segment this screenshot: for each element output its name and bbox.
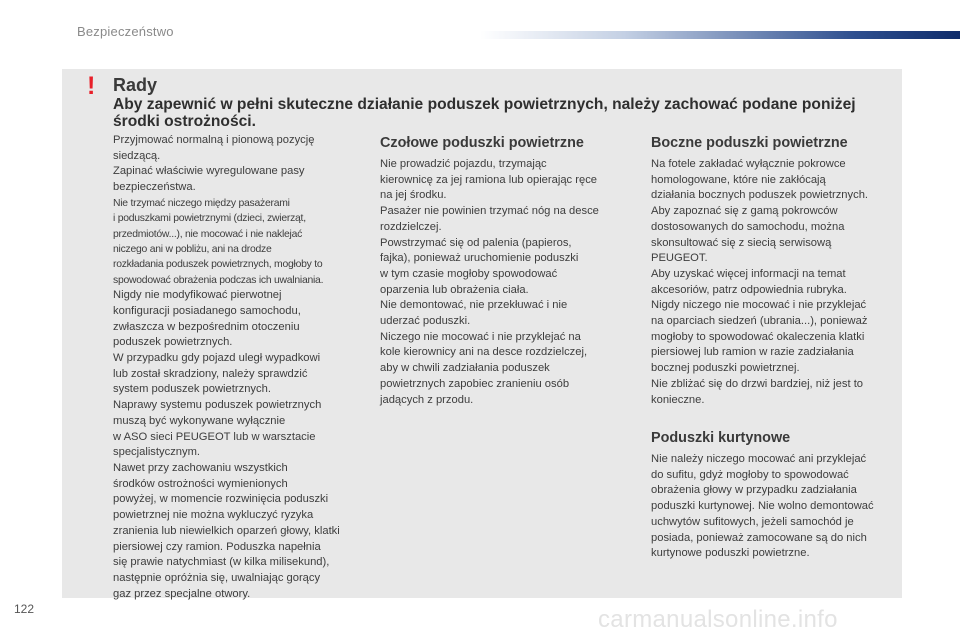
text-line: W przypadku gdy pojazd uległ wypadkowi <box>113 352 321 365</box>
text-line: się prawie natychmiast (w kilka milisekund), <box>113 556 330 569</box>
text-line: Nigdy niczego nie mocować i nie przyklejać <box>651 299 867 312</box>
text-line: fajka), ponieważ uruchomienie poduszki <box>380 252 579 265</box>
text-line: akcesoriów, patrz odpowiednia rubryka. <box>651 283 847 296</box>
text-line: piersiowej czy ramion. Poduszka napełnia <box>113 540 321 553</box>
text-line: Powstrzymać się od palenia (papieros, <box>380 236 572 249</box>
text-line: w ASO sieci PEUGEOT lub w warsztacie <box>113 430 316 443</box>
text-line: piersiowej lub ramion w razie zadziałania <box>651 346 854 359</box>
text-line: rozdzielczej. <box>380 220 442 233</box>
text-line: Zapinać właściwie wyregulowane pasy <box>113 165 305 178</box>
text-line: Nawet przy zachowaniu wszystkich <box>113 461 288 474</box>
text-line: następnie opróżnia się, uwalniając gorący <box>113 571 321 584</box>
text-line: Nie demontować, nie przekłuwać i nie <box>380 299 568 312</box>
header-gradient-bar <box>480 31 960 39</box>
text-line: na jej środku. <box>380 189 447 202</box>
watermark: carmanualsonline.info <box>598 606 838 633</box>
text-line: konfiguracji posiadanego samochodu, <box>113 304 301 317</box>
text-line: Aby uzyskać więcej informacji na temat <box>651 267 846 280</box>
text-line: Nie prowadzić pojazdu, trzymając <box>380 158 547 170</box>
text-line: powietrznej nie można wykluczyć ryzyka <box>113 509 314 522</box>
text-line: uderzać poduszki. <box>380 315 471 328</box>
text-line: Pasażer nie powinien trzymać nóg na desce <box>380 205 599 218</box>
text-line: Nie należy niczego mocować ani przyklejać <box>651 453 867 465</box>
text-line: lub został skradziony, należy sprawdzić <box>113 367 308 380</box>
text-line: siedzącą. <box>113 149 161 162</box>
text-line: Na fotele zakładać wyłącznie pokrowce <box>651 158 846 170</box>
panel-title: Rady <box>113 75 158 95</box>
panel-intro: Aby zapewnić w pełni skuteczne działanie poduszek powietrznych, należy zachować podane poniżej środki ostrożności. <box>113 96 856 130</box>
text-line: Aby zapoznać się z gamą pokrowców <box>651 205 838 218</box>
text-line: kurtynowe poduszki powietrzne. <box>651 547 810 560</box>
curtain-airbags-heading: Poduszki kurtynowe <box>651 430 791 446</box>
text-line: mogłoby to spowodować okaleczenia klatki <box>651 330 865 343</box>
text-line: skonsultować się z siecią serwisową <box>651 236 832 249</box>
text-line: do sufitu, gdyż mogłoby to spowodować <box>651 468 849 481</box>
text-line: działania bocznych poduszek powietrznych. <box>651 189 869 202</box>
text-line: w tym czasie mogłoby spowodować <box>380 267 558 280</box>
text-line: Przyjmować normalną i pionową pozycję <box>113 134 315 146</box>
side-airbags-heading: Boczne poduszki powietrzne <box>651 135 848 151</box>
curtain-airbags-text <box>651 452 906 562</box>
text-line: PEUGEOT. <box>651 252 708 265</box>
text-line: bocznej poduszki powietrznej. <box>651 362 800 375</box>
text-line: gaz przez specjalne otwory. <box>113 587 251 600</box>
warning-icon: ! <box>87 72 96 100</box>
text-line: obrażenia głowy w przypadku zadziałania <box>651 484 857 497</box>
frontal-airbags-text <box>380 157 635 408</box>
text-line: przedmiotów...), nie mocować i nie naklejać <box>113 228 303 240</box>
text-line: system poduszek powietrznych. <box>113 383 271 396</box>
text-line: Nie zbliżać się do drzwi bardziej, niż jest to <box>651 377 864 390</box>
text-line: zwłaszcza w bezpośrednim otoczeniu <box>113 320 300 333</box>
text-line: poduszki kurtynowej. Nie wolno demontować <box>651 500 874 513</box>
text-line: homologowane, które nie zakłócają <box>651 173 826 186</box>
text-line: Nie trzymać niczego między pasażerami <box>113 197 290 209</box>
text-line: Naprawy systemu poduszek powietrznych <box>113 399 322 412</box>
text-line: uchwytów sufitowych, jeżeli samochód je <box>651 515 854 528</box>
text-line: specjalistycznym. <box>113 446 201 459</box>
text-line: kierownicę za jej ramiona lub opierając ręce <box>380 173 598 186</box>
text-line: i poduszkami powietrznymi (dzieci, zwierząt, <box>113 213 306 225</box>
text-line: powyżej, w momencie rozwinięcia poduszki <box>113 493 329 506</box>
page-number: 122 <box>14 602 35 616</box>
text-line: oparzenia lub obrażenia ciała. <box>380 283 529 296</box>
text-line: dostosowanych do samochodu, można <box>651 220 845 233</box>
text-line: na oparciach siedzeń (ubrania...), ponieważ <box>651 315 868 328</box>
text-line: powietrznych zapobiec zranieniu osób <box>380 377 570 390</box>
text-line: rozkładania poduszek powietrznych, mogłoby to <box>113 259 323 271</box>
text-line: środków ostrożności wymienionych <box>113 477 288 490</box>
text-line: poduszek powietrznych. <box>113 336 233 349</box>
side-airbags-text <box>651 157 906 408</box>
text-line: kole kierownicy ani na desce rozdzielczej, <box>380 346 588 359</box>
section-title: Bezpieczeństwo <box>77 24 174 39</box>
text-line: jadących z przodu. <box>380 393 474 406</box>
text-line: Nigdy nie modyfikować pierwotnej <box>113 289 282 302</box>
text-line: zranienia lub niewielkich oparzeń głowy, klatki <box>113 524 340 537</box>
text-line: bezpieczeństwa. <box>113 181 196 194</box>
text-line: aby w chwili zadziałania poduszek <box>380 362 550 375</box>
text-line: spowodować obrażenia podczas ich uwalniania. <box>113 274 324 286</box>
text-line: posiada, ponieważ zamocowane są do nich <box>651 531 867 544</box>
text-line: konieczne. <box>651 393 705 406</box>
text-line: muszą być wykonywane wyłącznie <box>113 414 286 427</box>
text-line: Niczego nie mocować i nie przyklejać na <box>380 330 581 343</box>
text-line: niczego ani w pobliżu, ani na drodze <box>113 244 272 256</box>
general-precautions-column <box>113 133 378 602</box>
frontal-airbags-heading: Czołowe poduszki powietrzne <box>380 135 584 151</box>
